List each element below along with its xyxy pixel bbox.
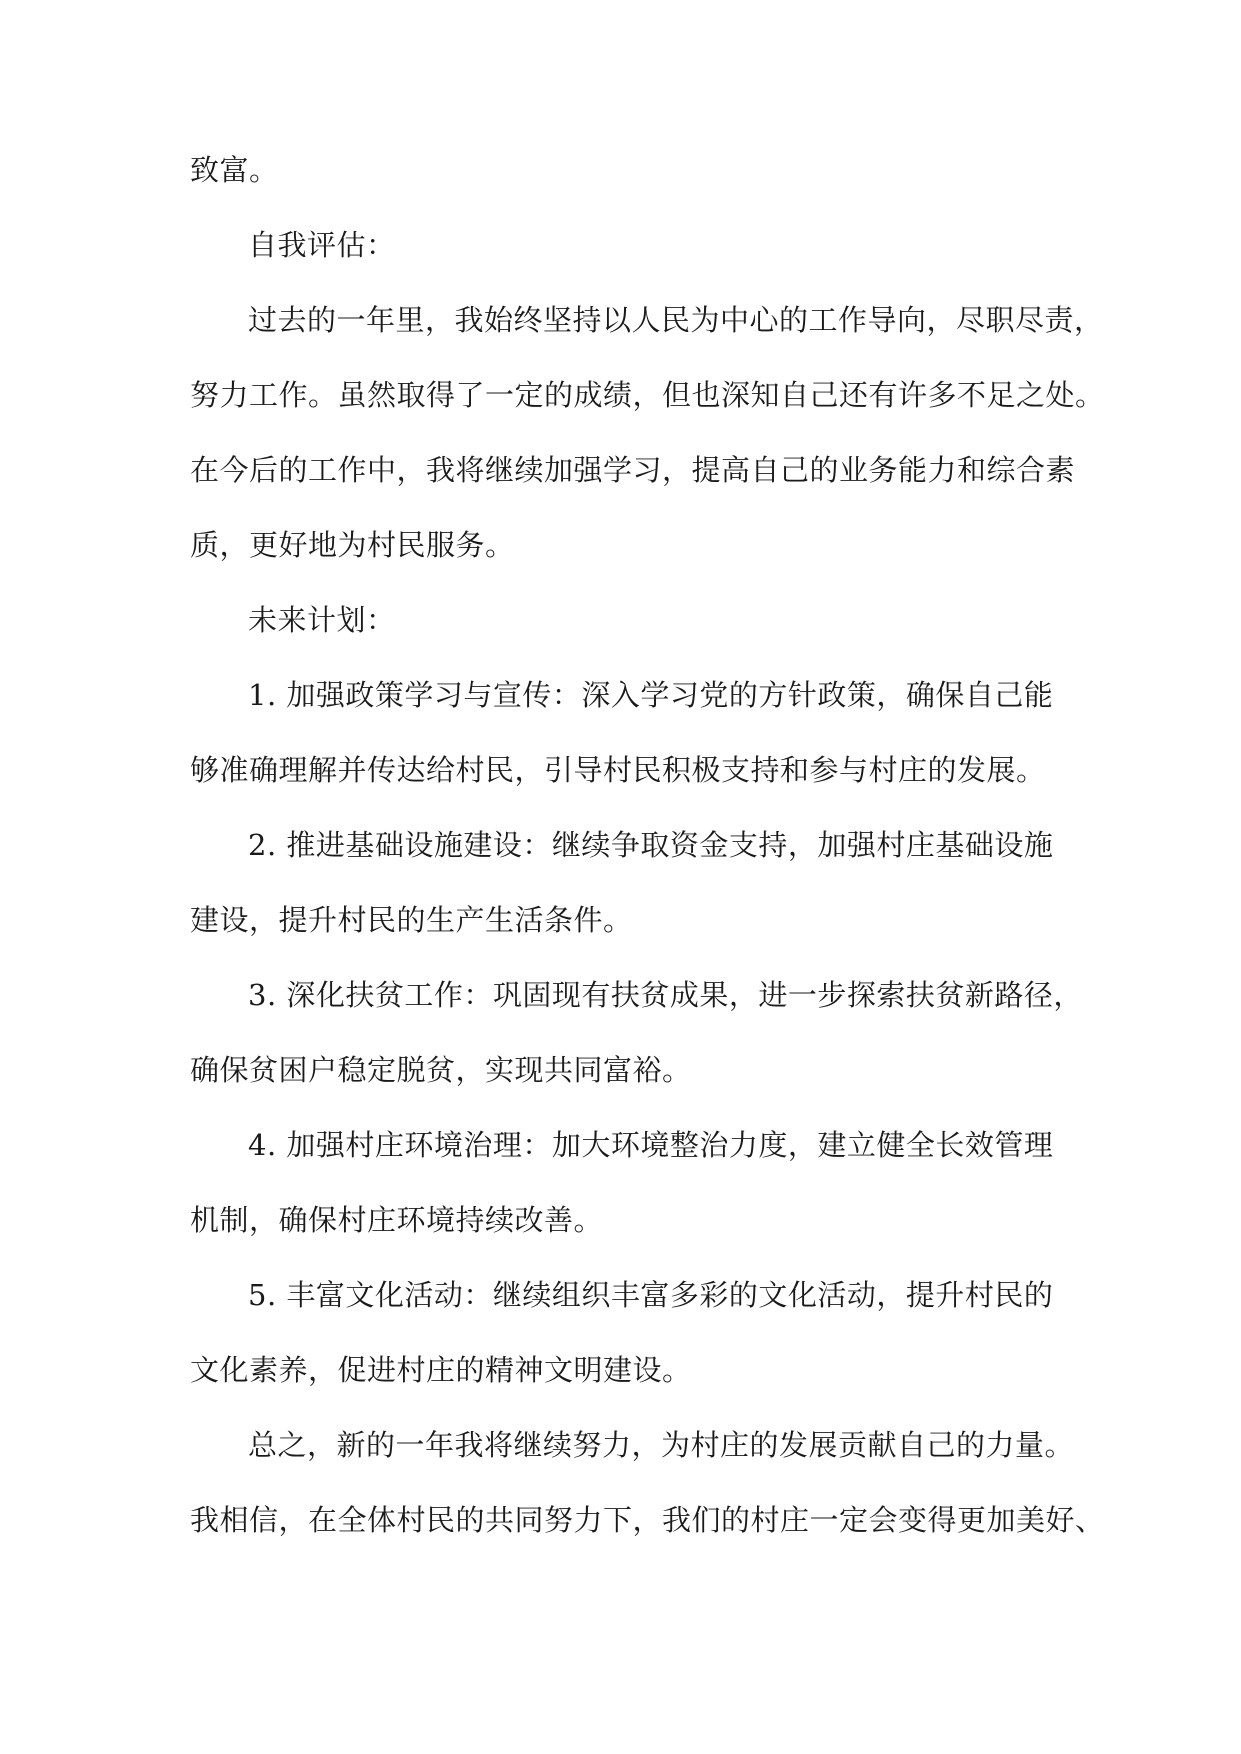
list-item-line: 建设，提升村民的生产生活条件。 [190,903,633,937]
list-item-line: 5. 丰富文化活动：继续组织丰富多彩的文化活动，提升村民的 [248,1278,1054,1312]
paragraph-line: 努力工作。虽然取得了一定的成绩，但也深知自己还有许多不足之处。 [190,378,1105,412]
list-item-line: 2. 推进基础设施建设：继续争取资金支持，加强村庄基础设施 [248,828,1054,862]
paragraph-line: 在今后的工作中，我将继续加强学习，提高自己的业务能力和综合素 [190,453,1076,487]
paragraph-line: 过去的一年里，我始终坚持以人民为中心的工作导向，尽职尽责， [248,303,1104,337]
list-item-line: 3. 深化扶贫工作：巩固现有扶贫成果，进一步探索扶贫新路径， [248,978,1083,1012]
paragraph-line: 我相信，在全体村民的共同努力下，我们的村庄一定会变得更加美好、 [190,1503,1105,1537]
list-item-line: 够准确理解并传达给村民，引导村民积极支持和参与村庄的发展。 [190,753,1046,787]
paragraph-line: 总之，新的一年我将继续努力，为村庄的发展贡献自己的力量。 [248,1428,1075,1462]
list-item-line: 1. 加强政策学习与宣传：深入学习党的方针政策，确保自己能 [248,678,1054,712]
section-heading-self-assessment: 自我评估： [248,228,396,262]
paragraph-line: 质，更好地为村民服务。 [190,528,515,562]
list-item-line: 文化素养，促进村庄的精神文明建设。 [190,1353,692,1387]
list-item-line: 确保贫困户稳定脱贫，实现共同富裕。 [190,1053,692,1087]
list-item-line: 机制，确保村庄环境持续改善。 [190,1203,604,1237]
section-heading-future-plan: 未来计划： [248,603,396,637]
paragraph-line: 致富。 [190,153,279,187]
list-item-line: 4. 加强村庄环境治理：加大环境整治力度，建立健全长效管理 [248,1128,1054,1162]
